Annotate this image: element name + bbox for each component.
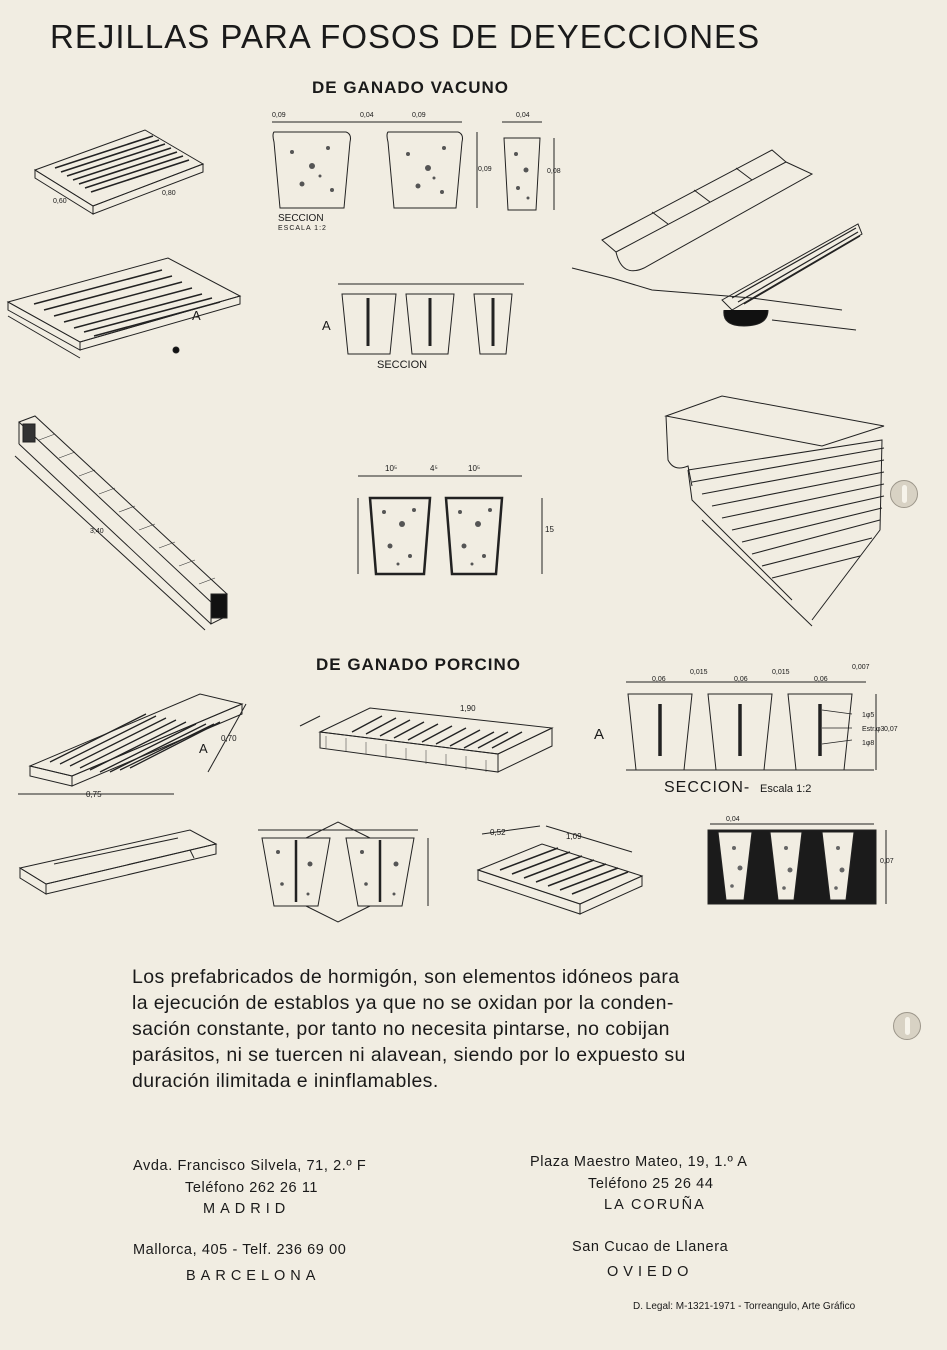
scale-label: Escala 1:2 (760, 783, 812, 795)
dimension-label: 0,07 (884, 726, 898, 733)
dimension-label: 0,09 (478, 166, 492, 173)
dimension-label: 0,60 (53, 198, 67, 205)
section-drawing-porcino-1 (612, 670, 892, 780)
paragraph-line: parásitos, ni se tuercen ni alavean, siendo por lo expuesto su (132, 1044, 686, 1066)
section-label: SECCION (278, 213, 324, 224)
channel-perspective-drawing-1 (572, 150, 862, 340)
dimension-label: 0,52 (490, 828, 506, 837)
address-coruna-phone: Teléfono 25 26 44 (588, 1176, 714, 1192)
grate-drawing-porcino-2 (470, 826, 650, 926)
dimension-label: 0,015 (772, 669, 790, 676)
slat-drawing-porcino (296, 702, 566, 792)
channel-perspective-drawing-2 (662, 390, 892, 630)
grate-drawing-porcino-1 (14, 690, 254, 800)
dimension-label: 0,007 (852, 664, 870, 671)
dimension-label: 0,04 (516, 112, 530, 119)
beam-drawing-porcino (14, 824, 229, 899)
dimension-label: 0,75 (86, 790, 102, 799)
address-coruna-street: Plaza Maestro Mateo, 19, 1.º A (530, 1154, 748, 1170)
paragraph-line: duración ilimitada e ininflamables. (132, 1070, 439, 1092)
dimension-label: 1,90 (460, 704, 476, 713)
dimension-label: 0,015 (690, 669, 708, 676)
dimension-label: 0,70 (221, 734, 237, 743)
section-drawing-porcino-2 (252, 818, 442, 930)
dimension-label: 0,04 (726, 816, 740, 823)
punch-hole-top (890, 480, 918, 508)
dimension-label: Estr.φ3 (862, 726, 885, 733)
view-marker-a: A (192, 308, 201, 323)
dimension-label: 1,09 (566, 832, 582, 841)
section-label: SECCION (377, 359, 428, 371)
dimension-label: 0,04 (360, 112, 374, 119)
section-label: SECCION- (664, 779, 751, 796)
address-oviedo-street: San Cucao de Llanera (572, 1239, 729, 1255)
section-heading-vacuno: DE GANADO VACUNO (312, 78, 510, 97)
dimension-label: 0,09 (272, 112, 286, 119)
legal-deposit-note: D. Legal: M-1321-1971 - Torreangulo, Arte Gráfico (633, 1301, 856, 1312)
paragraph-line: Los prefabricados de hormigón, son elementos idóneos para (132, 966, 680, 988)
dimension-label: 1φ8 (862, 740, 875, 747)
view-marker-a: A (594, 726, 605, 743)
paragraph-line: la ejecución de establos ya que no se oxidan por la conden- (132, 992, 674, 1014)
dimension-label: 0,09 (412, 112, 426, 119)
section-drawing-porcino-3 (706, 818, 896, 910)
dimension-label: 4⁵ (430, 464, 438, 473)
scale-label: ESCALA 1:2 (278, 225, 327, 232)
address-oviedo-city: OVIEDO (607, 1264, 694, 1280)
dimension-label: 0,06 (814, 676, 828, 683)
page-title: REJILLAS PARA FOSOS DE DEYECCIONES (50, 18, 761, 55)
dimension-label: 0,06 (652, 676, 666, 683)
section-drawing-vacuno-4 (352, 472, 552, 582)
dimension-label: 0,06 (734, 676, 748, 683)
dimension-label: 0,80 (162, 190, 176, 197)
address-madrid-phone: Teléfono 262 26 11 (185, 1180, 319, 1196)
view-marker-a: A (322, 318, 331, 333)
beam-drawing (15, 416, 235, 636)
dimension-label: 0,08 (547, 168, 561, 175)
dimension-label: 10⁵ (385, 464, 398, 473)
punch-hole-bottom (893, 1012, 921, 1040)
address-barcelona-street: Mallorca, 405 - Telf. 236 69 00 (133, 1242, 347, 1258)
address-madrid-street: Avda. Francisco Silvela, 71, 2.º F (133, 1158, 367, 1174)
grate-drawing-vacuno-2 (8, 258, 248, 368)
address-barcelona-city: BARCELONA (186, 1268, 321, 1284)
section-drawing-vacuno-3 (334, 280, 534, 360)
dimension-label: 3,40 (90, 528, 104, 535)
paragraph-line: sación constante, por tanto no necesita pintarse, no cobijan (132, 1018, 670, 1040)
section-heading-porcino: DE GANADO PORCINO (316, 655, 521, 674)
dimension-label: 15 (545, 525, 554, 534)
view-marker-a: A (199, 741, 208, 756)
description-paragraph (132, 964, 792, 1094)
dimension-label: 0,07 (880, 858, 894, 865)
address-coruna-city: LA CORUÑA (604, 1197, 706, 1213)
section-drawing-vacuno-1 (262, 118, 492, 218)
dimension-label: 1φ5 (862, 712, 875, 719)
dimension-label: 10⁵ (468, 464, 481, 473)
address-madrid-city: MADRID (203, 1201, 291, 1217)
